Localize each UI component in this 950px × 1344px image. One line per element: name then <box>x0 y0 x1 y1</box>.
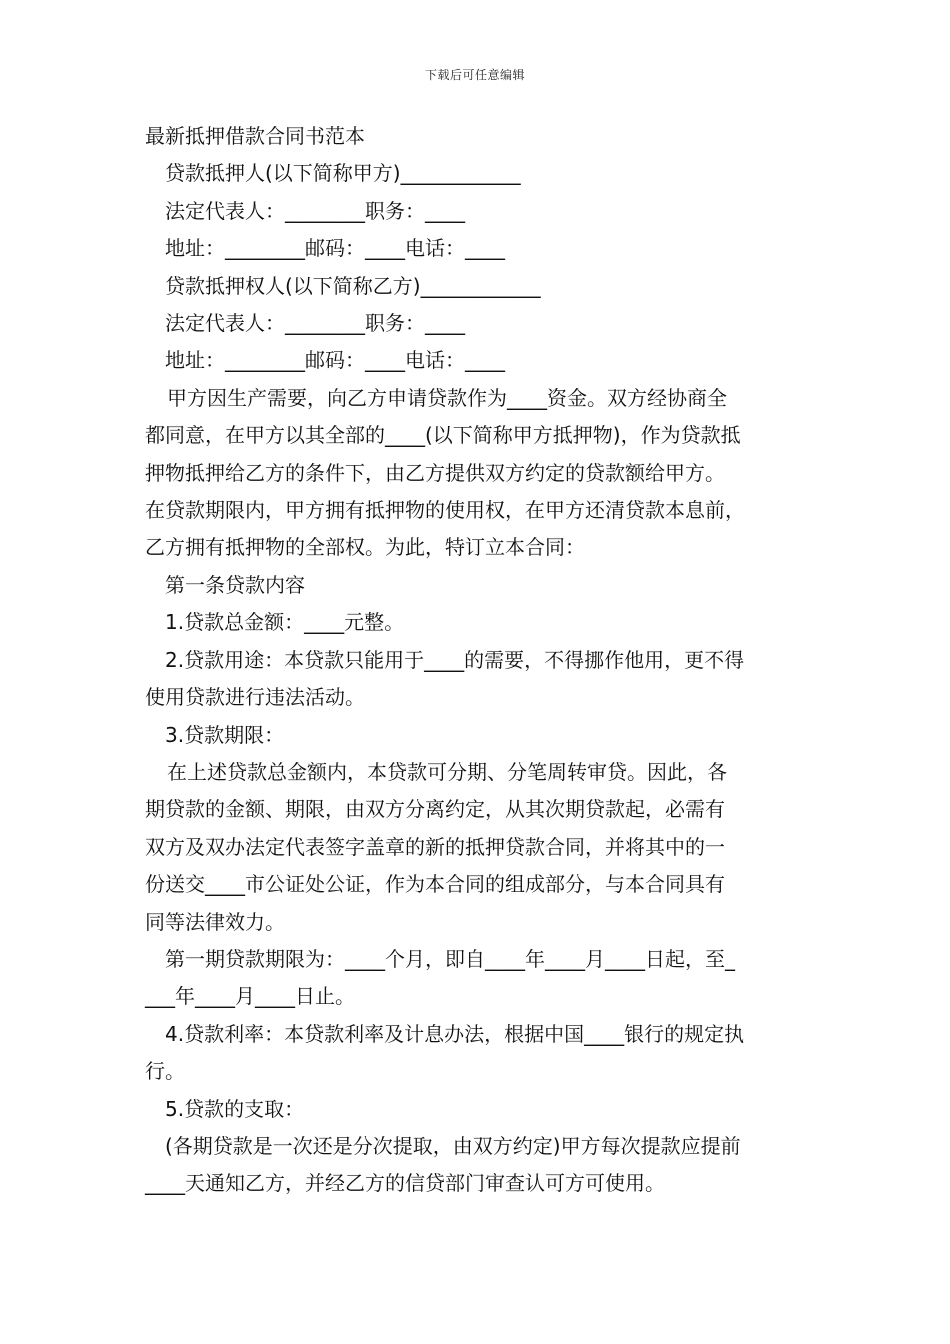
first-term-line-1: 第一期贷款期限为：____个月，即自____年____月____日起，至_ <box>165 946 735 971</box>
clause-5-line-1: (各期贷款是一次还是分次提取，由双方约定)甲方每次提款应提前 <box>165 1133 741 1158</box>
page-header: 下载后可任意编辑 <box>424 68 525 82</box>
clause-2-line-2: 使用贷款进行违法活动。 <box>145 685 365 710</box>
party-a-representative-line: 法定代表人：________职务：____ <box>165 198 465 223</box>
party-b-address-line: 地址：________邮码：____电话：____ <box>165 348 505 373</box>
clause-2-line-1: 2.贷款用途：本贷款只能用于____的需要，不得挪作他用，更不得 <box>165 647 745 672</box>
clause-3-heading: 3.贷款期限： <box>165 722 285 747</box>
document-body <box>145 118 810 1203</box>
preamble-line-4: 在贷款期限内，甲方拥有抵押物的使用权，在甲方还清贷款本息前， <box>145 498 745 523</box>
clause-5-line-2: ____天通知乙方，并经乙方的信贷部门审查认可方可使用。 <box>145 1171 665 1196</box>
article-1-heading: 第一条贷款内容 <box>165 572 305 597</box>
clause-4-line-1: 4.贷款利率：本贷款利率及计息办法，根据中国____银行的规定执 <box>165 1021 745 1046</box>
clause-3-line-2: 期贷款的金额、期限，由双方分离约定，从其次期贷款起，必需有 <box>145 797 725 822</box>
preamble-line-3: 押物抵押给乙方的条件下，由乙方提供双方约定的贷款额给甲方。 <box>145 460 725 485</box>
clause-1-line: 1.贷款总金额：____元整。 <box>165 610 405 635</box>
clause-3-line-5: 同等法律效力。 <box>145 909 285 934</box>
preamble-line-1: 甲方因生产需要，向乙方申请贷款作为____资金。双方经协商全 <box>167 385 727 410</box>
first-term-line-2: ___年____月____日止。 <box>145 984 355 1009</box>
clause-3-line-4: 份送交____市公证处公证，作为本合同的组成部分，与本合同具有 <box>145 872 725 897</box>
party-b-line: 贷款抵押权人(以下简称乙方)____________ <box>165 273 541 298</box>
party-a-line: 贷款抵押人(以下简称甲方)____________ <box>165 161 521 186</box>
clause-3-line-3: 双方及双办法定代表签字盖章的新的抵押贷款合同，并将其中的一 <box>145 834 725 859</box>
preamble-line-2: 都同意，在甲方以其全部的____(以下简称甲方抵押物)，作为贷款抵 <box>145 423 741 448</box>
party-a-address-line: 地址：________邮码：____电话：____ <box>165 236 505 261</box>
clause-4-line-2: 行。 <box>145 1059 185 1084</box>
clause-5-heading: 5.贷款的支取： <box>165 1096 305 1121</box>
document-title: 最新抵押借款合同书范本 <box>145 124 365 148</box>
preamble-line-5: 乙方拥有抵押物的全部权。为此，特订立本合同： <box>145 535 585 560</box>
clause-3-line-1: 在上述贷款总金额内，本贷款可分期、分笔周转审贷。因此，各 <box>167 759 727 784</box>
party-b-representative-line: 法定代表人：________职务：____ <box>165 311 465 336</box>
